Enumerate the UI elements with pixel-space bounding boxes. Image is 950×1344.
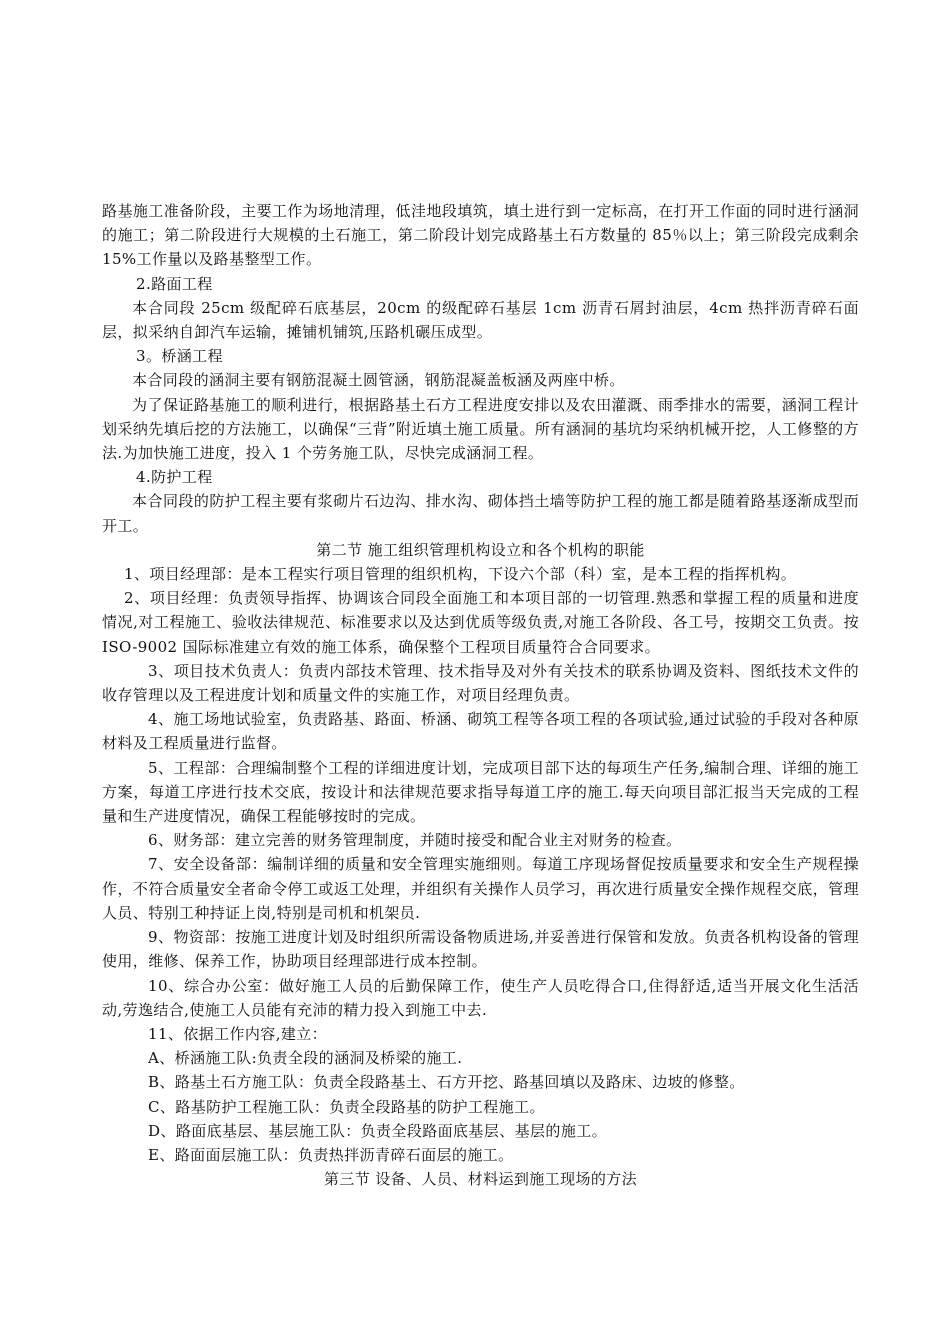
item-safety-dept: 7、安全设备部：编制详细的质量和安全管理实施细则。每道工序现场督促按质量要求和安全生产规程操作，不符合质量安全者命令停工或返工处理，并组织有关操作人员学习，再次进行质量安全操作规程交底，管理人员、特别工种持证上岗,特别是司机和机架员. [102, 855, 859, 922]
item-finance-dept: 6、财务部：建立完善的财务管理制度，并随时接受和配合业主对财务的检查。 [148, 831, 682, 850]
team-b-earthwork: B、路基土石方施工队：负责全段路基土、石方开挖、路基回填以及路床、边坡的修整。 [148, 1073, 745, 1092]
section-title-3: 第三节 设备、人员、材料运到施工现场的方法 [323, 1170, 638, 1189]
item-general-office: 10、综合办公室：做好施工人员的后勤保障工作，使生产人员吃得合口,住得舒适,适当开展文化生活活动,劳逸结合,使施工人员能有充沛的精力投入到施工中去. [102, 976, 859, 1019]
section-title-2: 第二节 施工组织管理机构设立和各个机构的职能 [316, 540, 645, 559]
heading-bridge-culvert: 3。桥涵工程 [136, 347, 223, 366]
paragraph-protection: 本合同段的防护工程主要有浆砌片石边沟、排水沟、砌体挡土墙等防护工程的施工都是随着路基逐渐成型而开工。 [102, 492, 859, 535]
team-e-surface: E、路面面层施工队：负责热拌沥青碎石面层的施工。 [148, 1145, 514, 1164]
item-technical-lead: 3、项目技术负责人：负责内部技术管理、技术指导及对外有关技术的联系协调及资料、图纸技术文件的收存管理以及工程进度计划和质量文件的实施工作，对项目经理负责。 [102, 661, 859, 705]
item-materials-dept: 9、物资部：按施工进度计划及时组织所需设备物质进场,并妥善进行保管和发放。负责各机构设备的管理使用，维修、保养工作，协助项目经理部进行成本控制。 [102, 928, 859, 971]
paragraph-culvert-types: 本合同段的涵洞主要有钢筋混凝土圆管涵，钢筋混凝盖板涵及两座中桥。 [132, 371, 625, 390]
paragraph-pavement: 本合同段 25cm 级配碎石底基层，20cm 的级配碎石基层 1cm 沥青石屑封油层，4cm 热拌沥青碎石面层，拟采纳自卸汽车运输，摊铺机铺筑,压路机碾压成型。 [102, 298, 859, 342]
document-page [102, 199, 859, 1191]
item-engineering-dept: 5、工程部：合理编制整个工程的详细进度计划，完成项目部下达的每项生产任务,编制合理、详细的施工方案，每道工序进行技术交底，按设计和法律规范要求指导每道工序的施工.每天向项目部汇报当天完成的工程量和生产进度情况，确保工程能够按时的完成。 [102, 758, 859, 826]
heading-pavement: 2.路面工程 [136, 274, 213, 293]
heading-protection: 4.防护工程 [136, 468, 213, 487]
team-d-base: D、路面底基层、基层施工队：负责全段路面底基层、基层的施工。 [148, 1121, 608, 1140]
team-a-bridge: A、桥涵施工队:负责全段的涵洞及桥梁的施工. [148, 1049, 463, 1068]
item-teams-intro: 11、依据工作内容,建立： [148, 1024, 328, 1043]
item-test-lab: 4、施工场地试验室，负责路基、路面、桥涵、砌筑工程等各项工程的各项试验,通过试验的手段对各种原材料及工程质量进行监督。 [102, 710, 859, 753]
paragraph-culvert-method: 为了保证路基施工的顺利进行，根据路基土石方工程进度安排以及农田灌溉、雨季排水的需要，涵洞工程计划采纳先填后挖的方法施工，以确保“三背”附近填土施工质量。所有涵洞的基坑均采纳机械开挖，人工修整的方法.为加快施工进度，投入 1 个劳务施工队，尽快完成涵洞工程。 [102, 395, 859, 463]
item-project-department: 1、项目经理部：是本工程实行项目管理的组织机构，下设六个部（科）室，是本工程的指挥机构。 [124, 565, 797, 584]
team-c-protection: C、路基防护工程施工队：负责全段路基的防护工程施工。 [148, 1097, 545, 1116]
paragraph-subgrade-stages: 路基施工准备阶段，主要工作为场地清理，低洼地段填筑，填土进行到一定标高，在打开工作面的同时进行涵洞的施工；第二阶段进行大规模的土石施工，第二阶段计划完成路基土石方数量的 85％以上；第三阶段完成剩余 15%工作量以及路基整型工作。 [102, 202, 859, 269]
item-project-manager: 2、项目经理：负责领导指挥、协调该合同段全面施工和本项目部的一切管理.熟悉和掌握工程的质量和进度情况,对工程施工、验收法律规范、标准要求以及达到优质等级负责,对施工各阶段、各工号，按期交工负责。按 ISO-9002 国际标准建立有效的施工体系，确保整个工程项目质量符合合同要求。 [102, 589, 859, 656]
